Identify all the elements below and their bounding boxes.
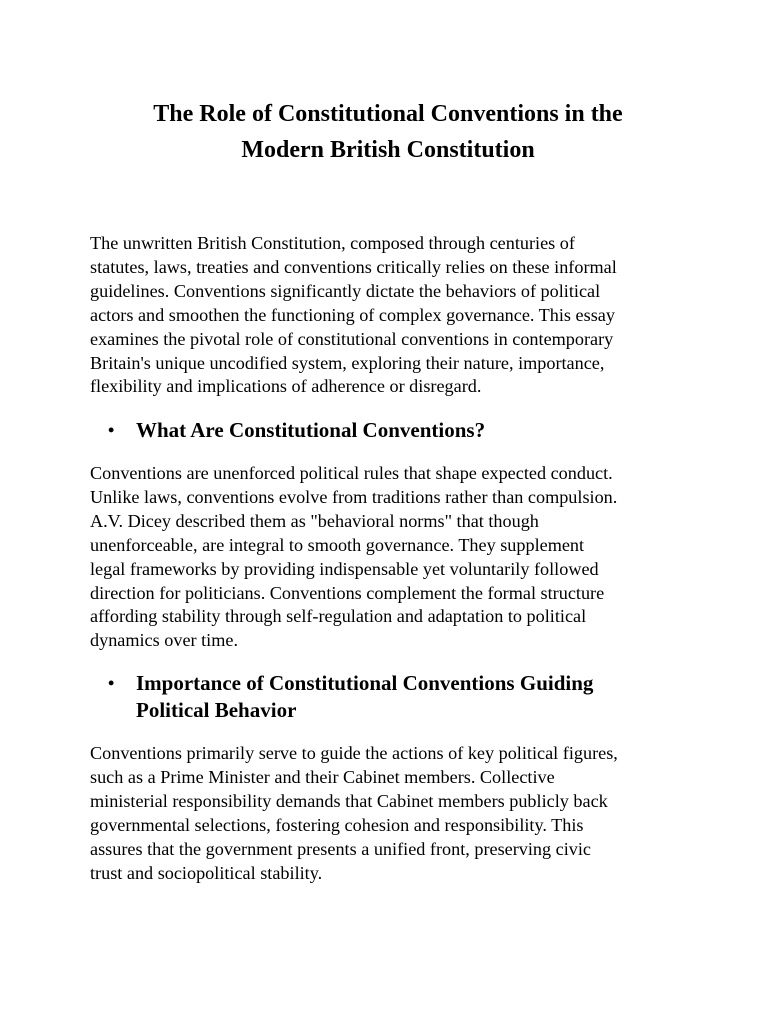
text-line: actors and smoothen the functioning of complex governance. This essay xyxy=(90,304,615,325)
text-line: examines the pivotal role of constitutional conventions in contemporary xyxy=(90,328,614,349)
text-line: affording stability through self-regulation and adaptation to political xyxy=(90,606,587,627)
text-line: guidelines. Conventions significantly dictate the behaviors of political xyxy=(90,280,601,301)
section-heading-text xyxy=(136,670,696,724)
title-line: The Role of Constitutional Conventions in the xyxy=(153,101,623,127)
heading-line: What Are Constitutional Conventions? xyxy=(136,418,486,442)
intro-paragraph xyxy=(90,232,690,399)
text-line: The unwritten British Constitution, composed through centuries of xyxy=(90,233,575,253)
bullet-icon: • xyxy=(108,673,115,693)
text-line: Britain's unique uncodified system, exploring their nature, importance, xyxy=(90,352,605,373)
text-line: flexibility and implications of adherence or disregard. xyxy=(90,376,482,397)
text-line: ministerial responsibility demands that Cabinet members publicly back xyxy=(90,790,608,811)
text-line: unenforceable, are integral to smooth governance. They supplement xyxy=(90,534,585,555)
text-line: Unlike laws, conventions evolve from traditions rather than compulsion. xyxy=(90,486,618,507)
text-line: dynamics over time. xyxy=(90,630,238,651)
section-paragraph-importance xyxy=(90,742,690,885)
section-paragraph-what-are-conventions xyxy=(90,462,690,653)
heading-line: Importance of Constitutional Conventions Guiding xyxy=(136,671,594,695)
heading-line: Political Behavior xyxy=(136,698,297,722)
text-line: direction for politicians. Conventions complement the formal structure xyxy=(90,582,605,603)
text-line: assures that the government presents a unified front, preserving civic xyxy=(90,838,592,859)
title-line: Modern British Constitution xyxy=(241,137,535,163)
section-heading-text xyxy=(136,417,696,444)
text-line: statutes, laws, treaties and conventions critically relies on these informal xyxy=(90,256,617,277)
text-line: A.V. Dicey described them as "behavioral norms" that though xyxy=(90,510,539,531)
document-title xyxy=(80,96,696,168)
bullet-icon: • xyxy=(108,420,115,440)
text-line: legal frameworks by providing indispensable yet voluntarily followed xyxy=(90,558,599,579)
text-line: Conventions are unenforced political rules that shape expected conduct. xyxy=(90,463,613,483)
text-line: such as a Prime Minister and their Cabinet members. Collective xyxy=(90,766,555,787)
text-line: governmental selections, fostering cohesion and responsibility. This xyxy=(90,814,584,835)
text-line: Conventions primarily serve to guide the actions of key political figures, xyxy=(90,743,618,763)
text-line: trust and sociopolitical stability. xyxy=(90,862,323,883)
